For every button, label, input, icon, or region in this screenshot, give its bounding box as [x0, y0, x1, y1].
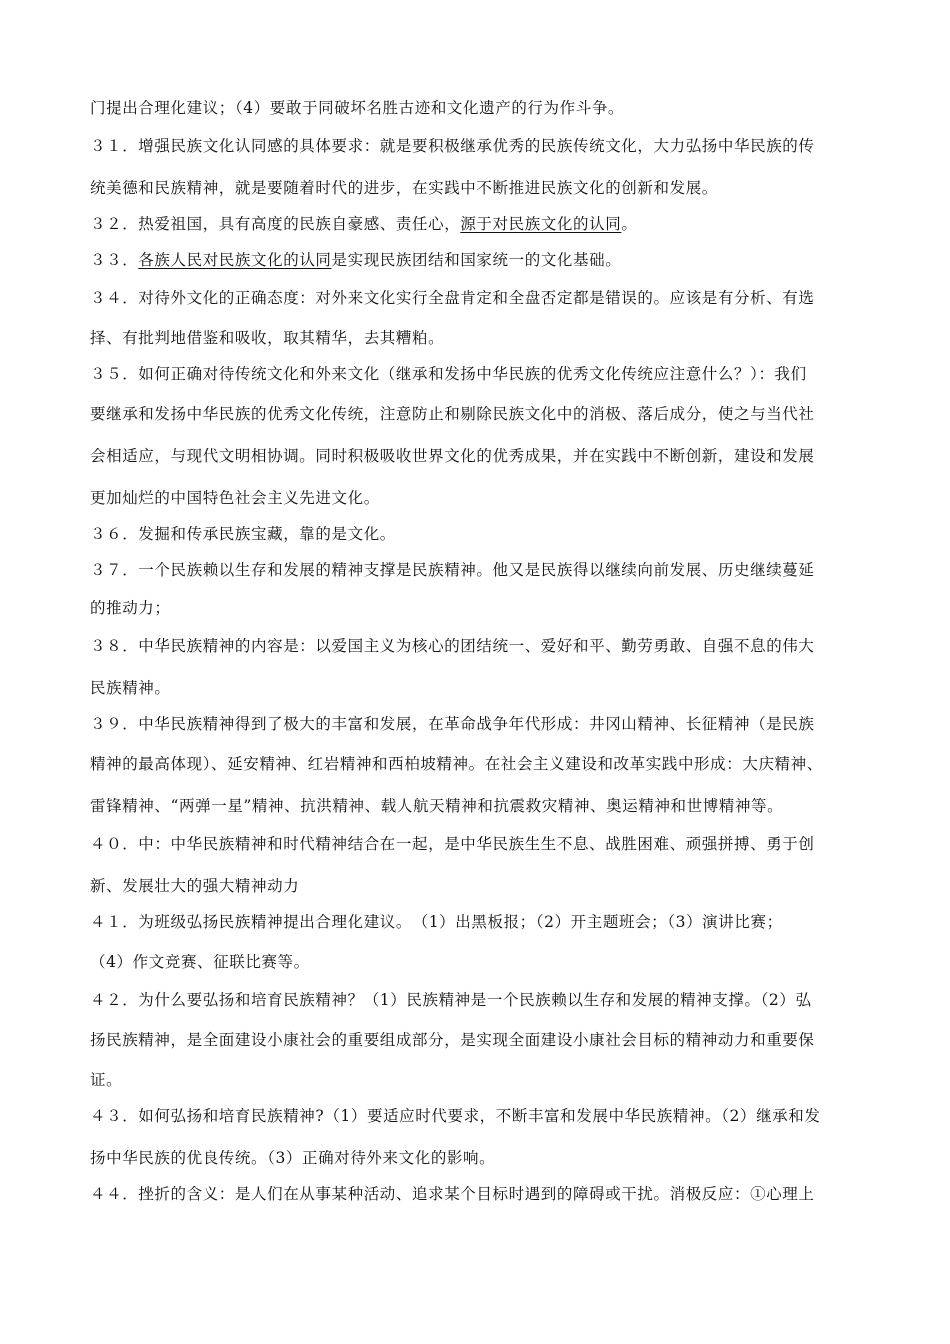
text-line: 要继承和发扬中华民族的优秀文化传统，注意防止和剔除民族文化中的消极、落后成分，使之与当代社	[90, 405, 815, 423]
text-line: 更加灿烂的中国特色社会主义先进文化。	[90, 489, 380, 507]
text-run: 是实现民族团结和国家统一的文化基础。	[331, 251, 622, 269]
text-line: ３４．对待外文化的正确态度：对外来文化实行全盘肯定和全盘否定都是错误的。应该是有分析、有选	[90, 289, 815, 307]
text-line: ４４．挫折的含义：是人们在从事某种活动、追求某个目标时遇到的障碍或干扰。消极反应：①心理上	[90, 1185, 815, 1203]
text-line: 新、发展壮大的强大精神动力	[90, 877, 300, 895]
text-line: 扬中华民族的优良传统。（3）正确对待外来文化的影响。	[90, 1149, 496, 1167]
text-line: ３７．一个民族赖以生存和发展的精神支撑是民族精神。他又是民族得以继续向前发展、历史继续蔓延	[90, 561, 815, 579]
text-run: 。	[621, 215, 638, 233]
text-line: ４２．为什么要弘扬和培育民族精神？（1）民族精神是一个民族赖以生存和发展的精神支撑。（2）弘	[90, 991, 812, 1009]
text-line: 门提出合理化建议；（4）要敢于同破坏名胜古迹和文化遗产的行为作斗争。	[90, 99, 625, 117]
text-run: ３３．	[90, 251, 139, 269]
text-line: 精神的最高体现）、延安精神、红岩精神和西柏坡精神。在社会主义建设和改革实践中形成：大庆精神、	[90, 755, 823, 773]
text-run: ３２．热爱祖国，具有高度的民族自豪感、责任心，	[90, 215, 461, 233]
text-line: 扬民族精神，是全面建设小康社会的重要组成部分，是实现全面建设小康社会目标的精神动力和重要保	[90, 1031, 815, 1049]
text-line: 证。	[90, 1071, 123, 1089]
text-line: ４１．为班级弘扬民族精神提出合理化建议。 （1）出黑板报；（2）开主题班会；（3）演讲比赛；	[90, 913, 783, 931]
text-line: ３９．中华民族精神得到了极大的丰富和发展，在革命战争年代形成：井冈山精神、长征精神（是民族	[90, 715, 815, 733]
text-line: ３６．发掘和传承民族宝藏，靠的是文化。	[90, 525, 396, 543]
text-line: （4）作文竞赛、征联比赛等。	[90, 953, 310, 971]
text-line: ３５．如何正确对待传统文化和外来文化（继承和发扬中华民族的优秀文化传统应注意什么？）：我们	[90, 365, 807, 383]
text-line: 统美德和民族精神，就是要随着时代的进步，在实践中不断推进民族文化的创新和发展。	[90, 179, 718, 197]
text-line: 民族精神。	[90, 679, 171, 697]
text-line	[90, 250, 621, 270]
text-line: 会相适应，与现代文明相协调。同时积极吸收世界文化的优秀成果，并在实践中不断创新，建设和发展	[90, 447, 815, 465]
text-line: ３８．中华民族精神的内容是：以爱国主义为核心的团结统一、爱好和平、勤劳勇敢、自强不息的伟大	[90, 637, 815, 655]
underlined-text: 各族人民对民族文化的认同	[138, 251, 332, 269]
text-line: 雷锋精神、“两弹一星”精神、抗洪精神、载人航天精神和抗震救灾精神、奥运精神和世博精神等。	[90, 797, 784, 815]
text-line: 的推动力；	[90, 599, 171, 617]
text-line	[90, 214, 637, 234]
text-line: ３１．增强民族文化认同感的具体要求：就是要积极继承优秀的民族传统文化，大力弘扬中华民族的传	[90, 137, 815, 155]
text-line: 择、有批判地借鉴和吸收，取其精华，去其糟粕。	[90, 329, 445, 347]
underlined-text: 源于对民族文化的认同	[460, 215, 622, 233]
text-line: ４３．如何弘扬和培育民族精神?（1）要适应时代要求，不断丰富和发展中华民族精神。（2）继承和发	[90, 1107, 821, 1125]
text-line: ４０．中：中华民族精神和时代精神结合在一起，是中华民族生生不息、战胜困难、顽强拼搏、勇于创	[90, 835, 815, 853]
